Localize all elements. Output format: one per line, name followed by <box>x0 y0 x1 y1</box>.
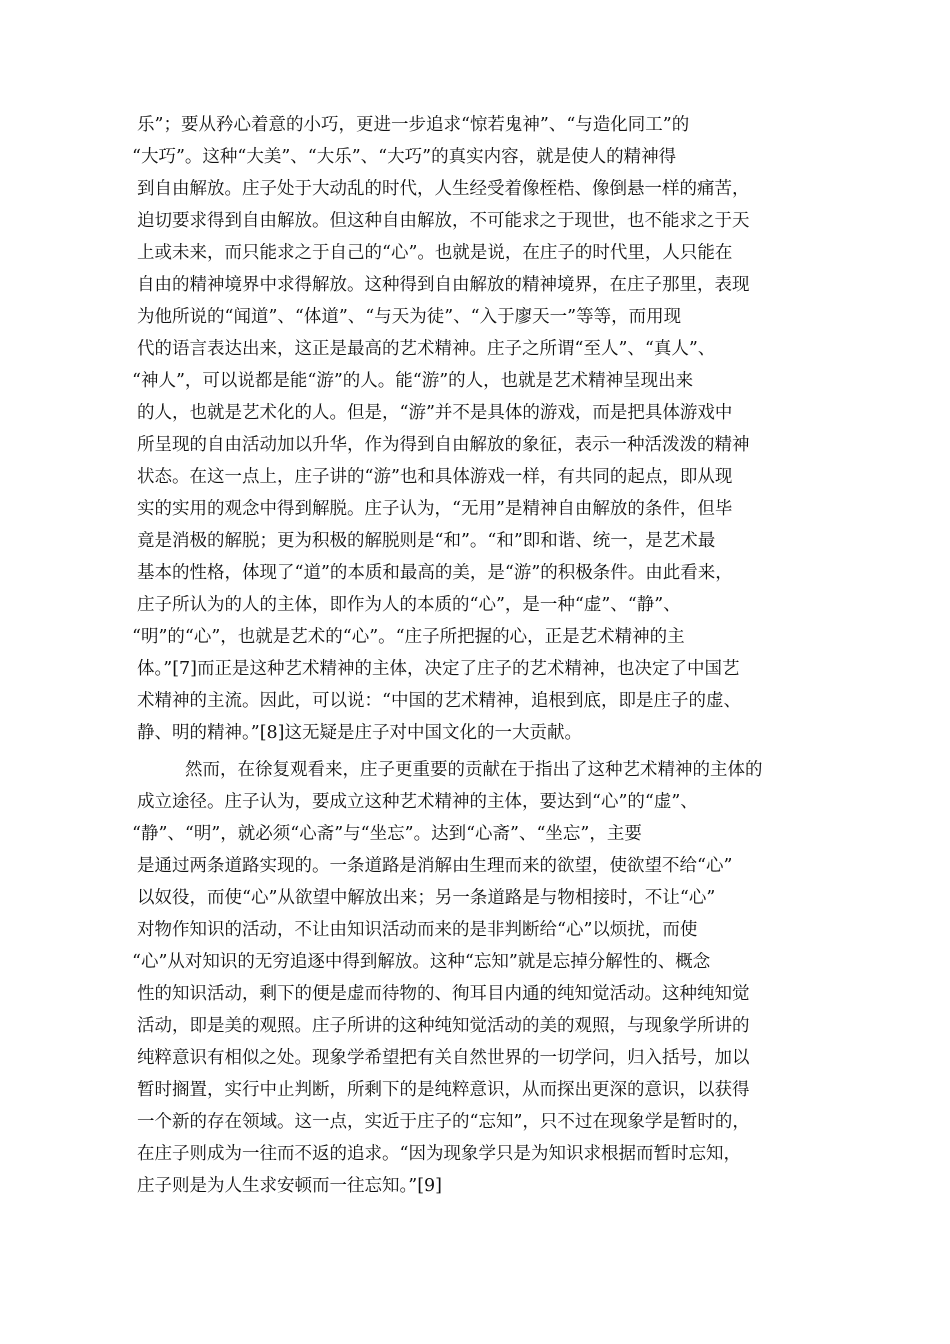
text-line: “明”的“心”，也就是艺术的“心”。“庄子所把握的心，正是艺术精神的主 <box>132 627 685 647</box>
text-line: 静、明的精神。”[8]这无疑是庄子对中国文化的一大贡献。 <box>137 723 582 743</box>
text-line: 到自由解放。庄子处于大动乱的时代，人生经受着像桎梏、像倒悬一样的痛苦， <box>137 179 750 199</box>
text-line: 自由的精神境界中求得解放。这种得到自由解放的精神境界，在庄子那里，表现 <box>137 275 750 295</box>
text-line: 基本的性格，体现了“道”的本质和最高的美，是“游”的积极条件。由此看来， <box>137 563 733 583</box>
text-line: 上或未来，而只能求之于自己的“心”。也就是说，在庄子的时代里，人只能在 <box>137 243 733 263</box>
text-line: 为他所说的“闻道”、“体道”、“与天为徒”、“入于廖天一”等等，而用现 <box>137 307 682 327</box>
text-line: 迫切要求得到自由解放。但这种自由解放，不可能求之于现世，也不能求之于天 <box>137 211 750 231</box>
text-line: 然而，在徐复观看来，庄子更重要的贡献在于指出了这种艺术精神的主体的 <box>185 760 763 780</box>
text-line: 竟是消极的解脱；更为积极的解脱则是“和”。“和”即和谐、统一，是艺术最 <box>137 531 716 551</box>
text-line: 是通过两条道路实现的。一条道路是消解由生理而来的欲望，使欲望不给“心” <box>137 856 733 876</box>
text-line: 在庄子则成为一往而不返的追求。“因为现象学只是为知识求根据而暂时忘知， <box>137 1144 741 1164</box>
text-line: 性的知识活动，剩下的便是虚而待物的、徇耳目内通的纯知觉活动。这种纯知觉 <box>137 984 750 1004</box>
text-line: 代的语言表达出来，这正是最高的艺术精神。庄子之所谓“至人”、“真人”、 <box>137 339 716 359</box>
text-line: “心”从对知识的无穷追逐中得到解放。这种“忘知”就是忘掉分解性的、概念 <box>132 952 711 972</box>
text-line: 活动，即是美的观照。庄子所讲的这种纯知觉活动的美的观照，与现象学所讲的 <box>137 1016 750 1036</box>
text-line: 庄子则是为人生求安顿而一往忘知。”[9] <box>137 1176 442 1196</box>
text-line: 成立途径。庄子认为，要成立这种艺术精神的主体，要达到“心”的“虚”、 <box>137 792 698 812</box>
text-line: 对物作知识的活动，不让由知识活动而来的是非判断给“心”以烦扰，而使 <box>137 920 698 940</box>
text-line: 暂时搁置，实行中止判断，所剩下的是纯粹意识，从而探出更深的意识，以获得 <box>137 1080 750 1100</box>
text-line: 状态。在这一点上，庄子讲的“游”也和具体游戏一样，有共同的起点，即从现 <box>137 467 733 487</box>
text-line: 的人，也就是艺术化的人。但是，“游”并不是具体的游戏，而是把具体游戏中 <box>137 403 733 423</box>
text-line: 体。”[7]而正是这种艺术精神的主体，决定了庄子的艺术精神，也决定了中国艺 <box>137 659 740 679</box>
text-line: 纯粹意识有相似之处。现象学希望把有关自然世界的一切学问，归入括号，加以 <box>137 1048 750 1068</box>
text-line: 庄子所认为的人的主体，即作为人的本质的“心”，是一种“虚”、“静”、 <box>137 595 681 615</box>
text-line: 乐”；要从矜心着意的小巧，更进一步追求“惊若鬼神”、“与造化同工”的 <box>137 115 690 135</box>
text-line: 实的实用的观念中得到解脱。庄子认为，“无用”是精神自由解放的条件，但毕 <box>137 499 733 519</box>
text-line: 一个新的存在领域。这一点，实近于庄子的“忘知”，只不过在现象学是暂时的， <box>137 1112 750 1132</box>
text-line: 术精神的主流。因此，可以说：“中国的艺术精神，追根到底，即是庄子的虚、 <box>137 691 741 711</box>
text-line: “神人”，可以说都是能“游”的人。能“游”的人，也就是艺术精神呈现出来 <box>132 371 694 391</box>
text-line: 以奴役，而使“心”从欲望中解放出来；另一条道路是与物相接时，不让“心” <box>137 888 716 908</box>
text-line: 所呈现的自由活动加以升华，作为得到自由解放的象征，表示一种活泼泼的精神 <box>137 435 750 455</box>
text-line: “静”、“明”，就必须“心斋”与“坐忘”。达到“心斋”、“坐忘”，主要 <box>132 824 642 844</box>
text-line: “大巧”。这种“大美”、“大乐”、“大巧”的真实内容，就是使人的精神得 <box>132 147 677 167</box>
